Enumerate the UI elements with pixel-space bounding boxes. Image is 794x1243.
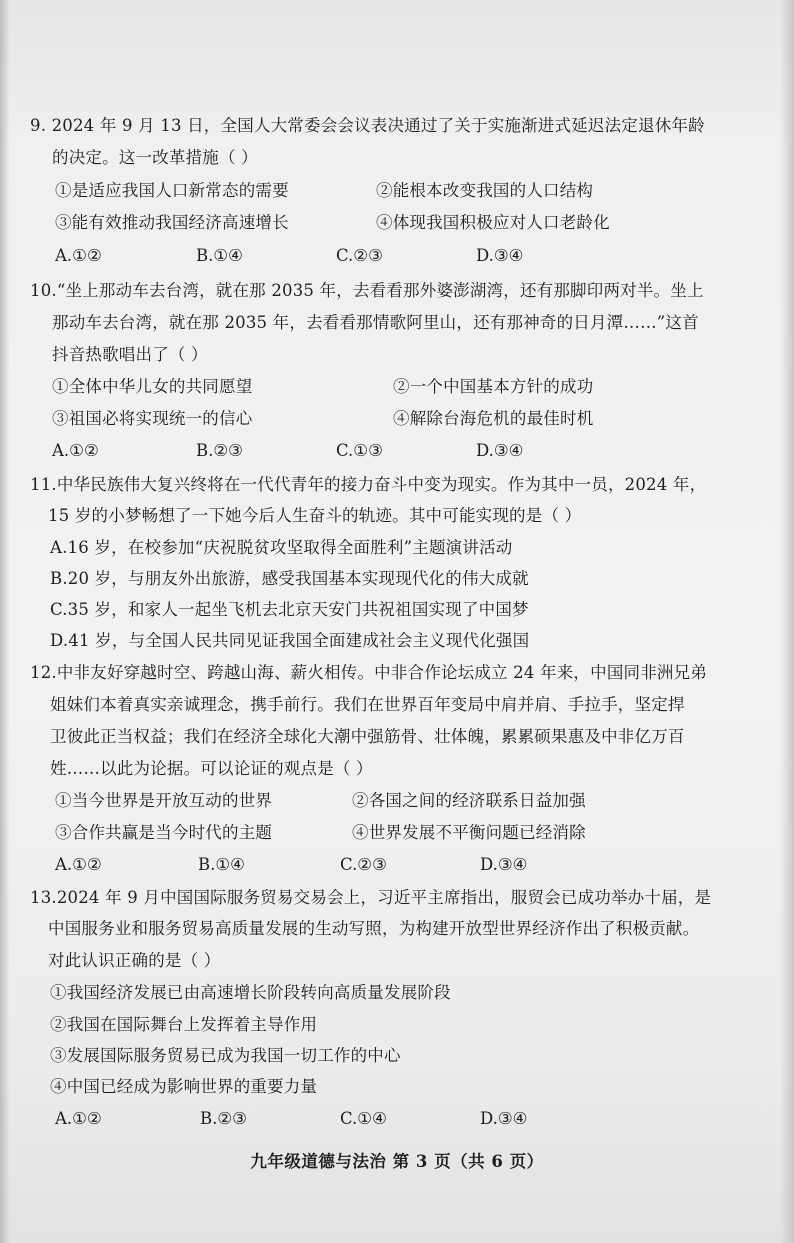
q10-option-d: D.③④ (476, 441, 524, 460)
q12-stem-line-4: 姓……以此为论据。可以论证的观点是（ ） (50, 759, 373, 778)
q11-stem-line-2: 15 岁的小梦畅想了一下她今后人生奋斗的轨迹。其中可能实现的是（ ） (48, 506, 582, 525)
q13-option-d: D.③④ (480, 1109, 528, 1128)
q13-stem-line-1: 13.2024 年 9 月中国国际服务贸易交易会上，习近平主席指出，服贸会已成功举办十届，是 (30, 888, 712, 907)
q10-stem-line-2: 那动车去台湾，就在那 2035 年，去看看那情歌阿里山，还有那神奇的日月潭……”这首 (52, 313, 699, 332)
q10-statement-1: ①全体中华儿女的共同愿望 (52, 377, 253, 396)
q9-statement-1: ①是适应我国人口新常态的需要 (55, 181, 289, 200)
q10-option-c: C.①③ (336, 441, 383, 460)
q12-option-d: D.③④ (480, 855, 528, 874)
q9-option-d: D.③④ (476, 246, 524, 265)
q12-stem-line-1: 12.中非友好穿越时空、跨越山海、薪火相传。中非合作论坛成立 24 年来，中国同非洲兄弟 (30, 663, 708, 682)
q13-statement-1: ①我国经济发展已由高速增长阶段转向高质量发展阶段 (50, 983, 451, 1002)
q11-option-d: D.41 岁，与全国人民共同见证我国全面建成社会主义现代化强国 (50, 631, 530, 650)
q13-stem-line-2: 中国服务业和服务贸易高质量发展的生动写照，为构建开放型世界经济作出了积极贡献。 (48, 919, 700, 938)
q9-statement-2: ②能根本改变我国的人口结构 (376, 181, 594, 200)
q11-option-a: A.16 岁，在校参加“庆祝脱贫攻坚取得全面胜利”主题演讲活动 (50, 538, 513, 557)
q9-option-c: C.②③ (336, 246, 383, 265)
q13-statement-4: ④中国已经成为影响世界的重要力量 (50, 1077, 318, 1096)
q11-stem-line-1: 11.中华民族伟大复兴终将在一代代青年的接力奋斗中变为现实。作为其中一员，2024 年， (30, 475, 707, 494)
q12-statement-2: ②各国之间的经济联系日益加强 (352, 791, 586, 810)
q12-stem-line-2: 姐妹们本着真实亲诚理念，携手前行。我们在世界百年变局中肩并肩、手拉手，坚定捍 (50, 695, 685, 714)
q9-option-a: A.①② (55, 246, 102, 265)
q12-statement-4: ④世界发展不平衡问题已经消除 (352, 823, 586, 842)
q10-stem-line-3: 抖音热歌唱出了（ ） (52, 345, 208, 364)
q11-option-b: B.20 岁，与朋友外出旅游，感受我国基本实现现代化的伟大成就 (50, 569, 529, 588)
q12-statement-3: ③合作共赢是当今时代的主题 (55, 823, 273, 842)
q10-statement-2: ②一个中国基本方针的成功 (393, 377, 594, 396)
q9-stem-line-2: 的决定。这一改革措施（ ） (52, 148, 258, 167)
q12-option-b: B.①④ (198, 855, 245, 874)
q13-stem-line-3: 对此认识正确的是（ ） (48, 951, 221, 970)
q12-stem-line-3: 卫彼此正当权益；我们在经济全球化大潮中强筋骨、壮体魄，累累硕果惠及中非亿万百 (50, 727, 685, 746)
q10-statement-4: ④解除台海危机的最佳时机 (393, 409, 594, 428)
q12-option-a: A.①② (55, 855, 102, 874)
q13-option-c: C.①④ (340, 1109, 387, 1128)
q12-option-c: C.②③ (340, 855, 387, 874)
q10-statement-3: ③祖国必将实现统一的信心 (52, 409, 253, 428)
q9-statement-4: ④体现我国积极应对人口老龄化 (376, 213, 610, 232)
page-footer: 九年级道德与法治 第 3 页（共 6 页） (250, 1152, 544, 1171)
q11-option-c: C.35 岁，和家人一起坐飞机去北京天安门共祝祖国实现了中国梦 (50, 600, 529, 619)
q13-statement-2: ②我国在国际舞台上发挥着主导作用 (50, 1015, 318, 1034)
q10-stem-line-1: 10.“坐上那动车去台湾，就在那 2035 年，去看看那外婆澎湖湾，还有那脚印两对半。坐上 (30, 281, 704, 300)
q9-statement-3: ③能有效推动我国经济高速增长 (55, 213, 289, 232)
q10-option-a: A.①② (52, 441, 99, 460)
q10-option-b: B.②③ (196, 441, 243, 460)
q13-option-b: B.②③ (200, 1109, 247, 1128)
q13-statement-3: ③发展国际服务贸易已成为我国一切工作的中心 (50, 1046, 401, 1065)
q9-option-b: B.①④ (196, 246, 243, 265)
q12-statement-1: ①当今世界是开放互动的世界 (55, 791, 273, 810)
q9-stem-line-1: 9. 2024 年 9 月 13 日，全国人大常委会会议表决通过了关于实施渐进式延迟法定退休年龄 (30, 116, 705, 135)
q13-option-a: A.①② (55, 1109, 102, 1128)
